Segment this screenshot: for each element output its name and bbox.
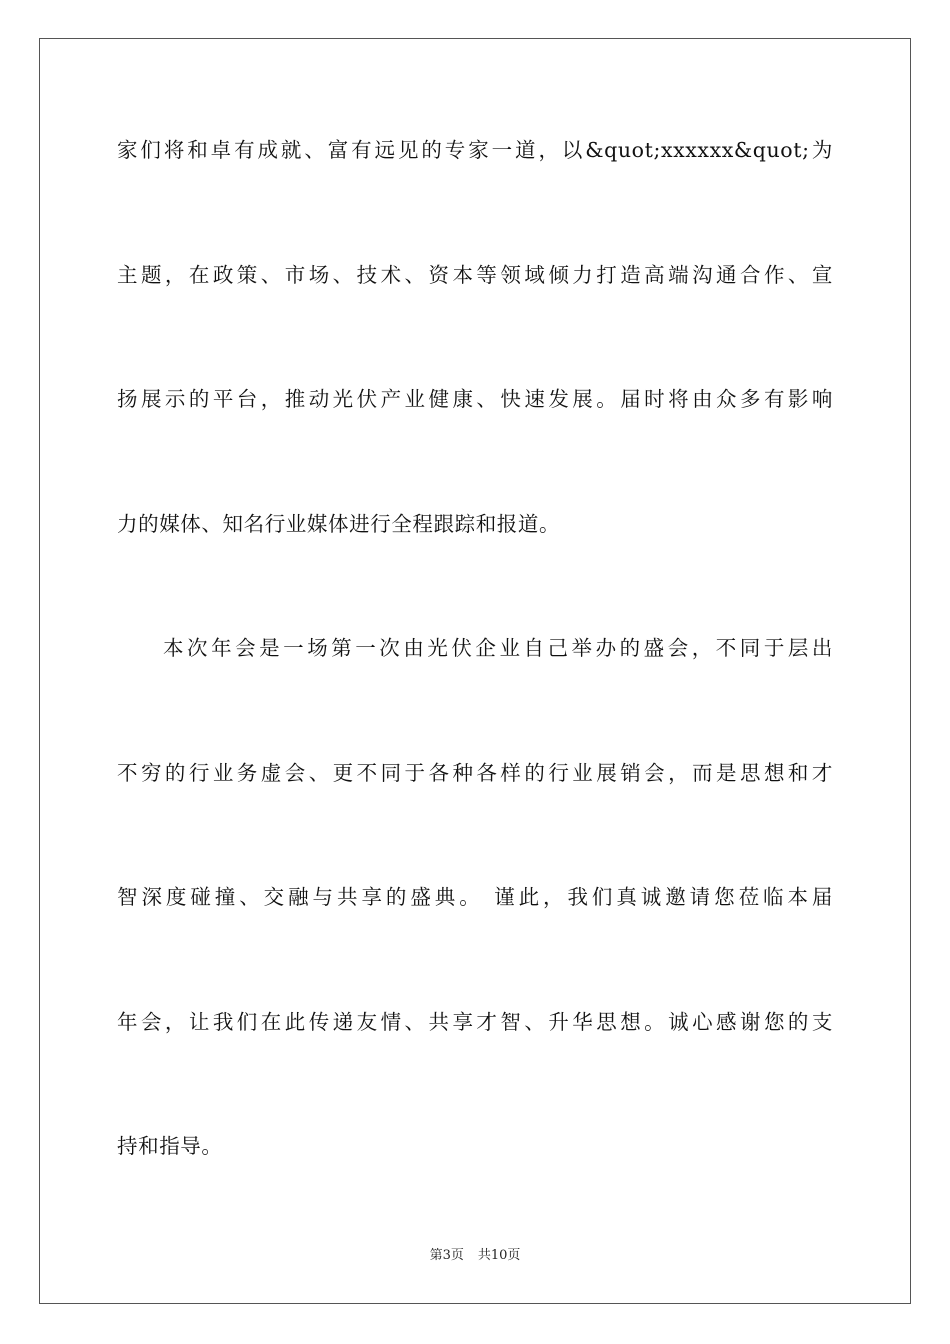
body-line-1: 家们将和卓有成就、富有远见的专家一道，以&quot;xxxxxx&quot;为	[117, 138, 833, 162]
body-line-9: 持和指导。	[117, 1134, 223, 1158]
page-frame	[39, 38, 911, 1304]
body-line-6: 不穷的行业务虚会、更不同于各种各样的行业展销会，而是思想和才	[117, 761, 833, 785]
body-line-7: 智深度碰撞、交融与共享的盛典。 谨此，我们真诚邀请您莅临本届	[117, 885, 833, 909]
body-line-2: 主题，在政策、市场、技术、资本等领域倾力打造高端沟通合作、宣	[117, 263, 833, 287]
page-number: 第3页	[429, 1248, 464, 1263]
body-line-5: 本次年会是一场第一次由光伏企业自己举办的盛会，不同于层出	[163, 636, 833, 660]
body-line-3: 扬展示的平台，推动光伏产业健康、快速发展。届时将由众多有影响	[117, 387, 833, 411]
body-line-4: 力的媒体、知名行业媒体进行全程跟踪和报道。	[117, 512, 561, 536]
page-total: 共10页	[477, 1248, 521, 1263]
page-footer	[0, 1247, 950, 1265]
body-line-8: 年会，让我们在此传递友情、共享才智、升华思想。诚心感谢您的支	[117, 1010, 833, 1034]
